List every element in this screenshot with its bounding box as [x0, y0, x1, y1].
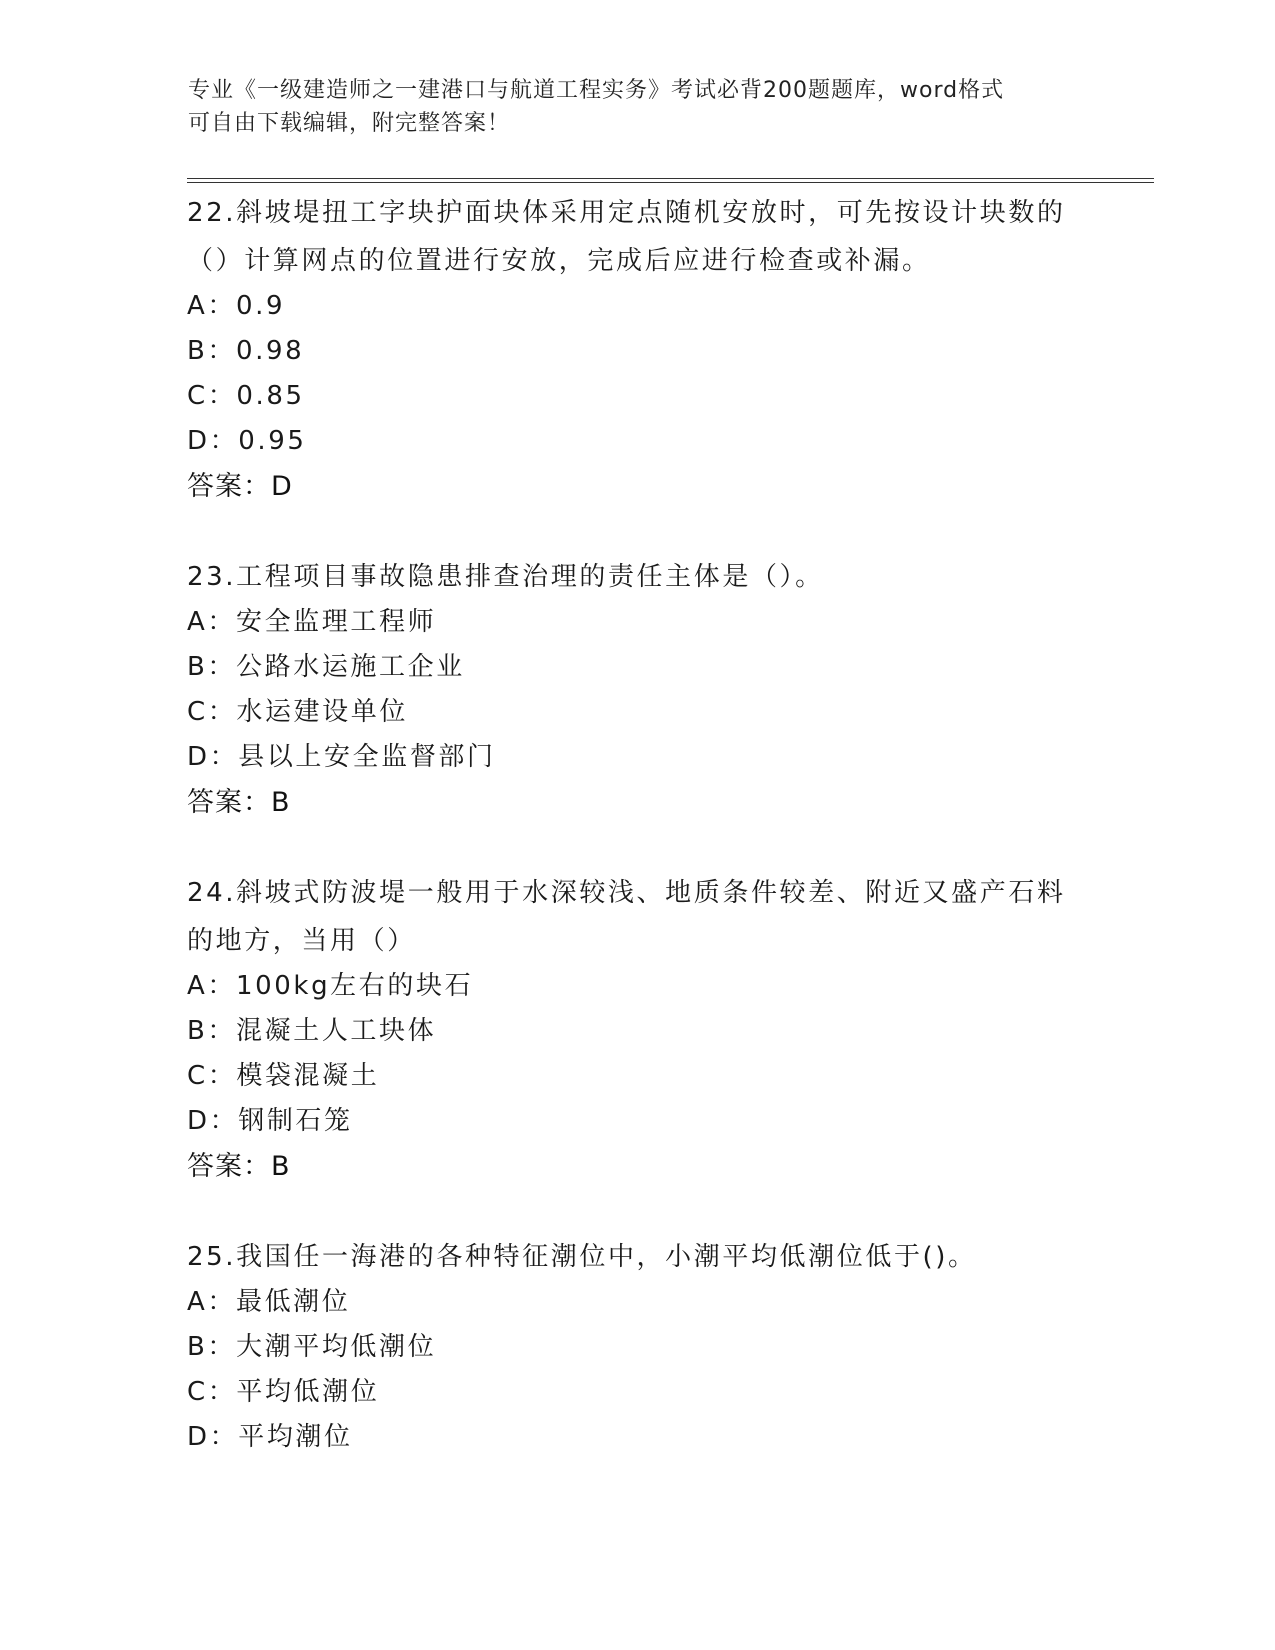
question-23: [187, 552, 1087, 826]
question-text-line: （）计算网点的位置进行安放，完成后应进行检查或补漏。: [187, 246, 931, 276]
option-b: B：混凝土人工块体: [187, 1016, 437, 1046]
document-header: [188, 74, 1068, 140]
option-b: B：0.98: [187, 336, 305, 366]
question-22: [187, 188, 1087, 510]
option-c: C：0.85: [187, 381, 305, 411]
question-text-line: 25.我国任一海港的各种特征潮位中，小潮平均低潮位低于()。: [187, 1242, 977, 1272]
header-line-1: 专业《一级建造师之一建港口与航道工程实务》考试必背200题题库，word格式: [188, 78, 1005, 103]
option-b: B：大潮平均低潮位: [187, 1332, 437, 1362]
question-25: [187, 1232, 1087, 1460]
header-line-2: 可自由下载编辑，附完整答案！: [188, 111, 511, 136]
header-divider-top: [187, 178, 1154, 179]
option-b: B：公路水运施工企业: [187, 652, 465, 682]
question-text-line: 的地方，当用（）: [187, 926, 416, 956]
option-d: D：县以上安全监督部门: [187, 742, 496, 772]
option-a: A：0.9: [187, 291, 286, 321]
option-a: A：安全监理工程师: [187, 607, 437, 637]
header-divider-bottom: [187, 182, 1154, 183]
option-d: D：钢制石笼: [187, 1106, 353, 1136]
option-c: C：水运建设单位: [187, 697, 408, 727]
question-24: [187, 868, 1087, 1190]
option-a: A：100kg左右的块石: [187, 971, 474, 1001]
question-list: [187, 188, 1087, 1460]
option-d: D：平均潮位: [187, 1422, 353, 1452]
answer: 答案：B: [187, 787, 291, 818]
question-text-line: 23.工程项目事故隐患排查治理的责任主体是（）。: [187, 562, 824, 592]
answer: 答案：B: [187, 1151, 291, 1182]
option-d: D：0.95: [187, 426, 307, 456]
question-text-line: 22.斜坡堤扭工字块护面块体采用定点随机安放时，可先按设计块数的: [187, 198, 1066, 228]
option-a: A：最低潮位: [187, 1287, 351, 1317]
question-text-line: 24.斜坡式防波堤一般用于水深较浅、地质条件较差、附近又盛产石料: [187, 878, 1066, 908]
option-c: C：模袋混凝土: [187, 1061, 380, 1091]
option-c: C：平均低潮位: [187, 1377, 380, 1407]
answer: 答案：D: [187, 471, 293, 502]
